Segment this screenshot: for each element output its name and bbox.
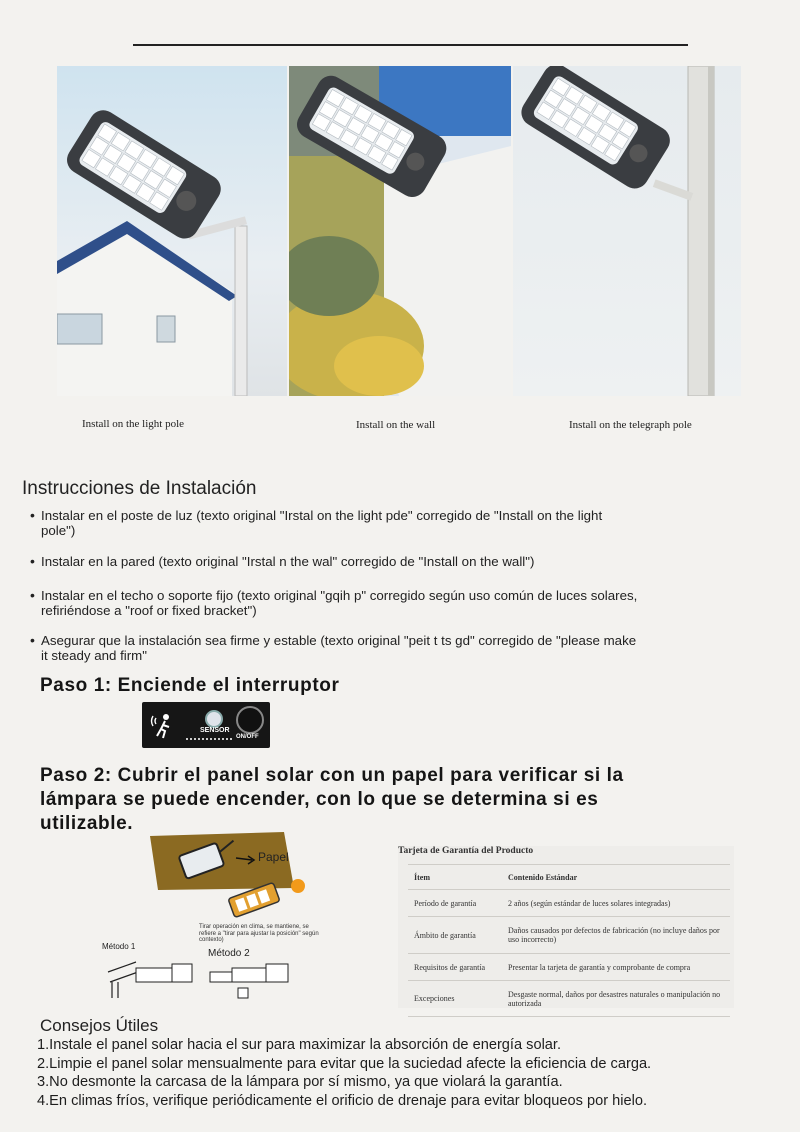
installation-photos [57, 66, 741, 396]
table-row: Ámbito de garantía Daños causados por defectos de fabricación (no incluye daños por uso incorrecto) [408, 917, 730, 954]
sensor-label: SENSOR [200, 727, 230, 734]
method2-drawing [208, 958, 292, 1000]
tip-item: 4.En climas fríos, verifique periódicamente el orificio de drenaje para evitar bloqueos por hielo. [37, 1092, 648, 1109]
step2-title: Paso 2: Cubrir el panel solar con un papel para verificar si la lámpara se puede encender, con lo que se determina si es utilizable. [40, 765, 624, 834]
motion-sensor-icon [148, 710, 178, 740]
method1-label: Método 1 [102, 942, 136, 951]
warranty-table [408, 864, 730, 1017]
indicator-strip [186, 738, 232, 744]
tip-item: 3.No desmonte la carcasa de la lámpara por sí mismo, ya que violará la garantía. [37, 1074, 563, 1090]
onoff-label: ON/OFF [236, 734, 259, 740]
bullet-item: • Instalar en la pared (texto original "Irstal n the wal" corregido de "Install on the wall") [30, 554, 761, 569]
paper-test-illustration [96, 828, 336, 1000]
table-row: Excepciones Desgaste normal, daños por desastres naturales o manipulación no autorizada [408, 981, 730, 1017]
method2-label: Método 2 [208, 948, 250, 959]
warranty-card [398, 846, 734, 1008]
switch-panel [142, 702, 270, 748]
tips-list [37, 1036, 777, 1110]
power-switch-icon[interactable] [236, 706, 264, 734]
bullet-item: • Instalar en el poste de luz (texto original "Irstal on the light pde" corregido de "Install on the light pole") [30, 508, 761, 538]
photo-light-pole [57, 66, 287, 396]
tips-title: Consejos Útiles [40, 1016, 159, 1035]
tip-item: 2.Limpie el panel solar mensualmente para evitar que la suciedad afecte la eficiencia de carga. [37, 1055, 652, 1072]
method1-drawing [106, 952, 196, 1000]
top-divider [133, 44, 688, 46]
method-note: Tirar operación en clima, se mantiene, se refiere a "tirar para ajustar la posición" según contexto) [199, 924, 319, 943]
paper-label: Papel [258, 850, 289, 864]
step1-title: Paso 1: Enciende el interruptor [40, 675, 340, 696]
warranty-title: Tarjeta de Garantía del Producto [398, 846, 534, 856]
table-header: Ítem Contenido Estándar [408, 865, 730, 890]
caption-wall: Install on the wall [356, 419, 436, 431]
bullet-item: • Asegurar que la instalación sea firme y estable (texto original "peit t ts gd" corregido de "please make it steady and firm" [30, 633, 761, 663]
caption-telegraph-pole: Install on the telegraph pole [569, 419, 692, 431]
tip-item: 1.Instale el panel solar hacia el sur para maximizar la absorción de energía solar. [37, 1037, 562, 1053]
photo-wall [289, 66, 511, 396]
install-heading: Instrucciones de Instalación [22, 478, 257, 499]
solar-lamp-sun-drawing [224, 876, 314, 920]
table-row: Período de garantía 2 años (según estándar de luces solares integradas) [408, 890, 730, 917]
sensor-icon [205, 710, 223, 728]
photo-telegraph-pole [513, 66, 741, 396]
bullet-item: • Instalar en el techo o soporte fijo (texto original "gqih p" corregido según uso común de luces solares, refiriéndose a "roof or fixed bracket") [30, 588, 761, 618]
table-row: Requisitos de garantía Presentar la tarjeta de garantía y comprobante de compra [408, 954, 730, 981]
caption-light-pole: Install on the light pole [82, 418, 185, 430]
